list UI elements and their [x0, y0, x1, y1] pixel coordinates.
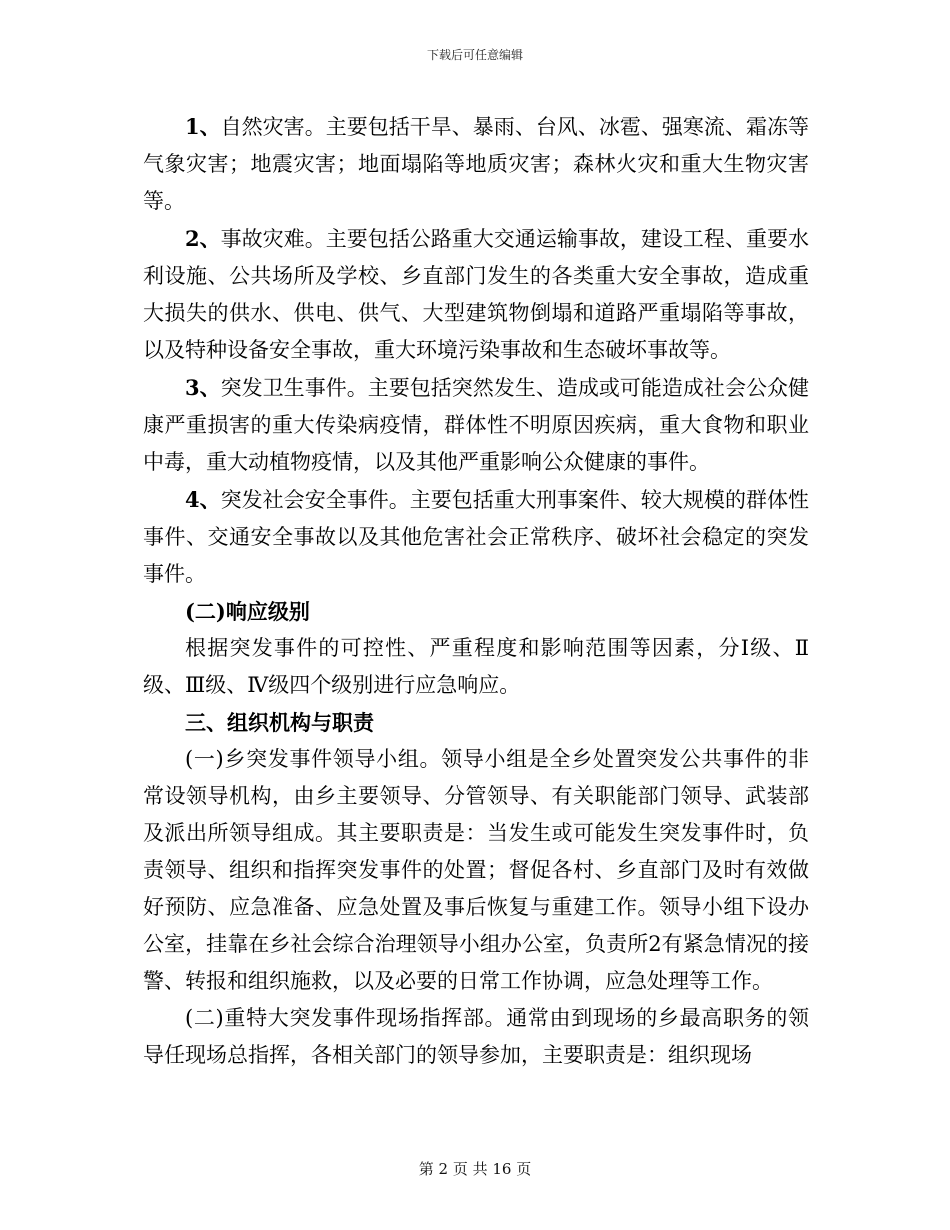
heading-organization: 三、组织机构与职责: [185, 710, 374, 735]
paragraph-accidents: [143, 220, 809, 369]
paragraph-text: 突发社会安全事件。主要包括重大刑事案件、较大规模的群体性事件、交通安全事故以及其他危害社会正常秩序、破坏社会稳定的突发事件。: [143, 488, 809, 586]
paragraph-field-command: (二)重特大突发事件现场指挥部。通常由到现场的乡最高职务的领导任现场总指挥，各相关部门的领导参加，主要职责是：组织现场: [143, 1006, 809, 1067]
page-header-note: 下载后可任意编辑: [426, 48, 523, 62]
page-footer: 第 2 页 共 16 页: [418, 1160, 532, 1178]
paragraph-social-security: [143, 481, 809, 593]
paragraph-leadership-group: (一)乡突发事件领导小组。领导小组是全乡处置突发公共事件的非常设领导机构，由乡主要领导、分管领导、有关职能部门领导、武装部及派出所领导组成。其主要职责是：当发生或可能发生突发事件时，负责领导、组织和指挥突发事件的处置；督促各村、乡直部门及时有效做好预防、应急准备、应急处置及事后恢复与重建工作。领导小组下设办公室，挂靠在乡社会综合治理领导小组办公室，负责所2有紧急情况的接警、转报和组织施救，以及必要的日常工作协调，应急处理等工作。: [143, 747, 809, 993]
paragraph-number: 1、: [185, 114, 221, 139]
paragraph-response-levels: 根据突发事件的可控性、严重程度和影响范围等因素，分Ⅰ级、Ⅱ级、Ⅲ级、Ⅳ级四个级别进行应急响应。: [143, 636, 809, 697]
heading-response-levels: (二)响应级别: [185, 599, 310, 624]
paragraph-text: 突发卫生事件。主要包括突然发生、造成或可能造成社会公众健康严重损害的重大传染病疫情，群体性不明原因疾病，重大食物和职业中毒，重大动植物疫情，以及其他严重影响公众健康的事件。: [143, 376, 809, 474]
paragraph-natural-disasters: [143, 108, 809, 220]
paragraph-number: 4、: [185, 487, 221, 512]
paragraph-number: 3、: [185, 375, 221, 400]
paragraph-text: 事故灾难。主要包括公路重大交通运输事故，建设工程、重要水利设施、公共场所及学校、乡直部门发生的各类重大安全事故，造成重大损失的供水、供电、供气、大型建筑物倒塌和道路严重塌陷等事故，以及特种设备安全事故，重大环境污染事故和生态破坏事故等。: [143, 227, 809, 362]
document-body: [143, 108, 809, 1074]
paragraph-health-events: [143, 369, 809, 481]
paragraph-number: 2、: [185, 226, 221, 251]
paragraph-text: 自然灾害。主要包括干旱、暴雨、台风、冰雹、强寒流、霜冻等气象灾害；地震灾害；地面塌陷等地质灾害；森林火灾和重大生物灾害等。: [143, 115, 809, 213]
